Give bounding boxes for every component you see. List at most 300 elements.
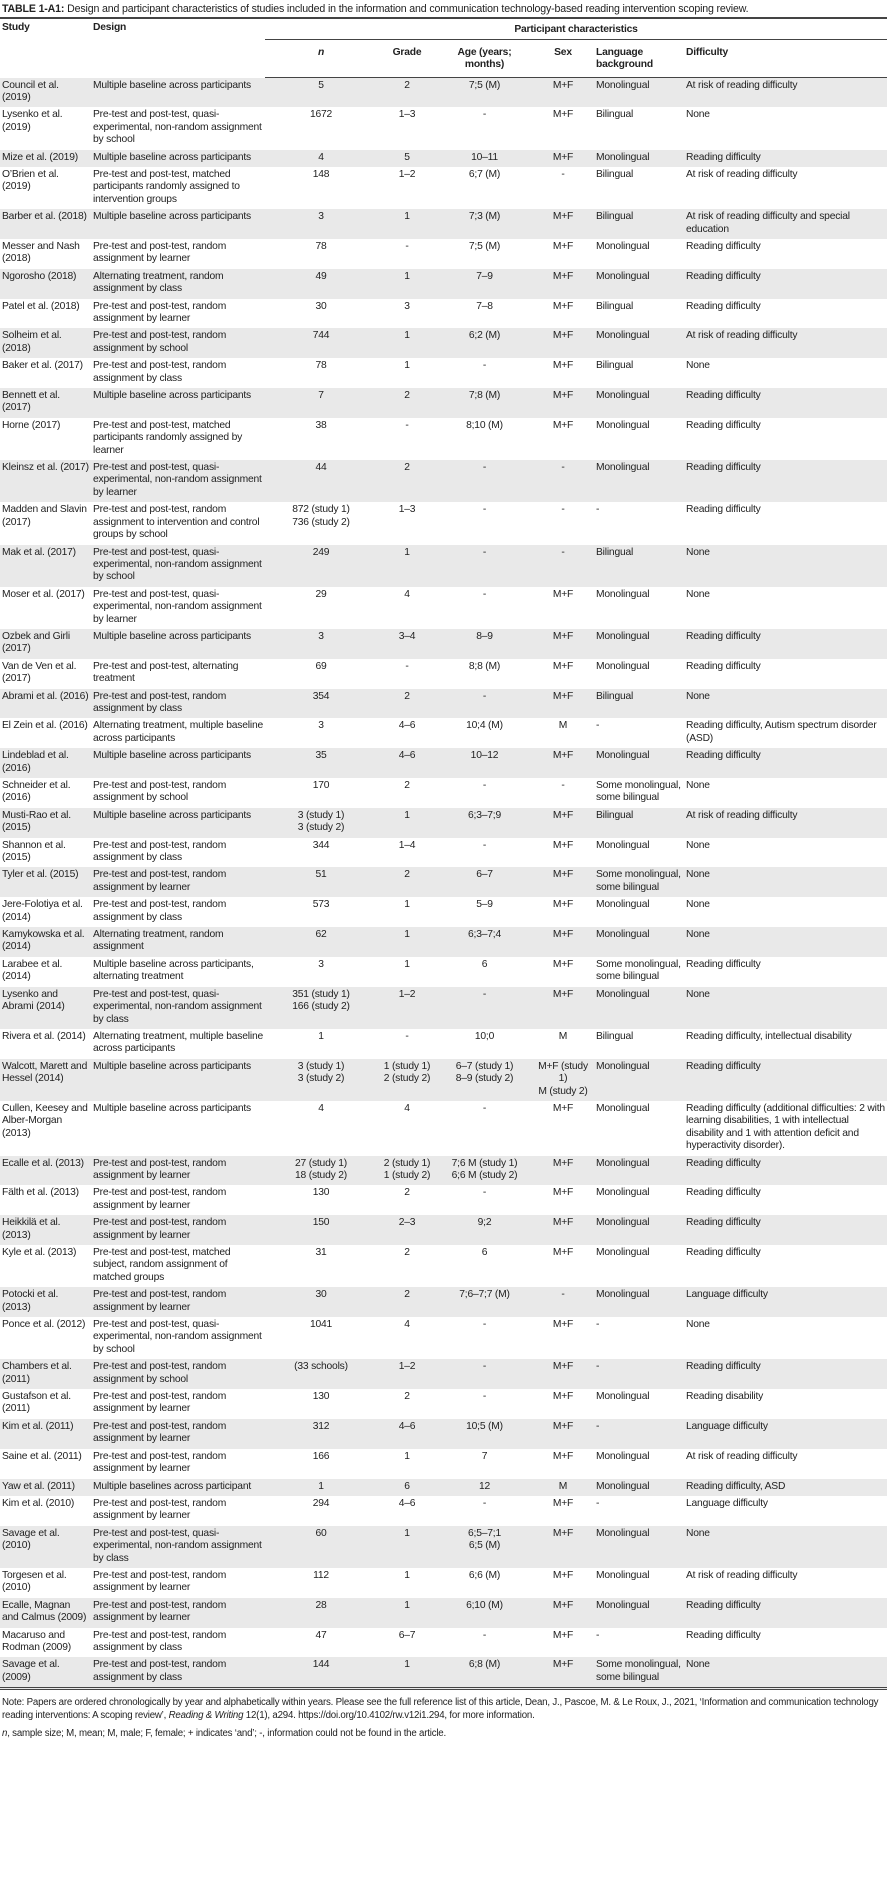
cell-n: 4 (318, 1102, 324, 1114)
study-characteristics-table (0, 17, 887, 1690)
cell-difficulty: Reading difficulty (686, 151, 761, 163)
table-row (0, 897, 887, 927)
header-n-text: n (317, 47, 325, 58)
cell-language: - (596, 1319, 600, 1331)
cell-difficulty: At risk of reading difficulty (686, 330, 798, 342)
cell-grade: 2 (404, 869, 410, 881)
cell-language: - (596, 720, 600, 732)
table-row (0, 1317, 887, 1359)
cell-n: 3 (318, 958, 324, 970)
cell-sex: M+F (552, 1450, 574, 1462)
cell-study: Ponce et al. (2012) (2, 1319, 86, 1331)
cell-language: Monolingual (596, 630, 650, 642)
cell-design: Pre-test and post-test, random assignment by school (93, 780, 227, 804)
cell-difficulty: None (686, 780, 710, 791)
cell-language: Monolingual (596, 660, 650, 672)
table-row (0, 239, 887, 269)
cell-difficulty: None (686, 869, 710, 881)
cell-language: Monolingual (596, 1289, 650, 1301)
cell-age: 7;5 (M) (468, 80, 501, 91)
cell-age: - (482, 690, 487, 702)
cell-n: 62 (315, 929, 327, 941)
cell-study: Kim et al. (2010) (2, 1497, 75, 1509)
cell-grade: 1 (404, 1599, 410, 1611)
cell-language: - (596, 1497, 600, 1509)
cell-grade: 1 (404, 929, 410, 941)
cell-study: Lindeblad et al. (2016) (2, 750, 69, 774)
cell-difficulty: Reading difficulty (686, 750, 761, 762)
cell-language: Monolingual (596, 1187, 650, 1199)
cell-grade: 5 (404, 151, 410, 163)
cell-design: Pre-test and post-test, random assignment by class (93, 360, 227, 384)
cell-n: 112 (313, 1569, 329, 1581)
cell-design: Pre-test and post-test, random assignment by learner (93, 1599, 227, 1624)
cell-study: Patel et al. (2018) (2, 300, 80, 312)
cell-n: 573 (312, 899, 330, 911)
table-row (0, 587, 887, 629)
cell-design: Alternating treatment, random assignment (93, 929, 224, 953)
cell-sex: M+F (552, 899, 574, 911)
cell-study: Council et al. (2019) (2, 79, 59, 103)
cell-n: (33 schools) (294, 1361, 348, 1373)
cell-difficulty: Reading disability (686, 1391, 764, 1403)
cell-age: 6;3–7;9 (468, 809, 501, 821)
cell-grade: 2 (404, 390, 410, 402)
cell-difficulty: Language difficulty (686, 1420, 768, 1432)
cell-sex: M+F (552, 1361, 574, 1373)
table-row (0, 748, 887, 778)
cell-language: Bilingual (596, 168, 634, 180)
cell-design: Multiple baseline across participants (93, 750, 252, 762)
cell-study: Heikkilä et al. (2013) (2, 1217, 61, 1241)
cell-grade: 2 (404, 1391, 410, 1403)
cell-n: 130 (312, 1391, 330, 1403)
cell-study: Torgesen et al. (2010) (2, 1569, 67, 1594)
cell-difficulty: None (686, 109, 710, 121)
cell-age: 10;5 (M) (466, 1420, 503, 1432)
table-label: TABLE 1-A1: (2, 3, 65, 15)
cell-age: 6 (481, 958, 488, 970)
cell-difficulty: Reading difficulty (686, 958, 761, 970)
table-row (0, 1389, 887, 1419)
cell-difficulty: Reading difficulty, Autism spectrum disorder (ASD) (686, 720, 877, 744)
cell-n: 28 (315, 1599, 327, 1611)
cell-study: Ngorosho (2018) (2, 270, 77, 282)
table-row (0, 299, 887, 329)
cell-design: Multiple baseline across participants (93, 79, 252, 91)
table-row (0, 1215, 887, 1245)
cell-difficulty: None (686, 839, 710, 851)
cell-study: Van de Ven et al. (2017) (2, 660, 77, 685)
cell-study: Yaw et al. (2011) (2, 1480, 75, 1492)
cell-design: Pre-test and post-test, random assignment by class (93, 899, 227, 923)
cell-grade: 2 (study 1) 1 (study 2) (383, 1157, 431, 1181)
table-row (0, 1156, 887, 1186)
cell-design: Multiple baseline across participants (93, 211, 252, 223)
table-legend (0, 1722, 887, 1745)
cell-difficulty: At risk of reading difficulty (686, 1569, 798, 1581)
cell-age: 7–8 (476, 300, 493, 312)
cell-n: 130 (312, 1187, 330, 1199)
cell-design: Alternating treatment, multiple baseline across participants (93, 720, 264, 744)
cell-study: Lysenko et al. (2019) (2, 109, 63, 133)
cell-language: Monolingual (596, 1599, 650, 1611)
cell-grade: - (405, 1030, 409, 1042)
cell-sex: M+F (552, 1247, 574, 1258)
cell-sex: M+F (552, 1599, 574, 1611)
cell-study: Ecalle, Magnan and Calmus (2009) (2, 1599, 87, 1624)
header-age: Age (years; months) (437, 40, 532, 78)
cell-n: 49 (315, 270, 327, 282)
cell-design: Pre-test and post-test, random assignment by school (93, 1361, 227, 1385)
cell-age: 6;8 (M) (437, 1657, 532, 1688)
cell-sex: M+F (552, 1420, 574, 1432)
cell-n: 30 (315, 1289, 327, 1301)
table-caption (0, 0, 887, 17)
cell-language: Monolingual (596, 1102, 650, 1114)
cell-grade: 1 (404, 809, 410, 821)
cell-study: Walcott, Marett and Hessel (2014) (2, 1060, 88, 1085)
cell-design: Alternating treatment, random assignment by class (93, 270, 224, 295)
cell-grade: 1 (404, 1450, 410, 1462)
cell-design: Pre-test and post-test, random assignment by learner (93, 1497, 227, 1522)
cell-sex: M+F (552, 330, 574, 342)
cell-difficulty: None (684, 1657, 887, 1688)
cell-study: Lysenko and Abrami (2014) (2, 988, 65, 1013)
cell-study: Abrami et al. (2016) (2, 690, 89, 702)
cell-n: 3 (study 1) 3 (study 2) (297, 809, 345, 834)
cell-study: Macaruso and Rodman (2009) (2, 1629, 71, 1653)
cell-n: 294 (312, 1497, 330, 1509)
table-note (0, 1690, 887, 1722)
cell-language: Monolingual (596, 1247, 650, 1258)
cell-study: Kamykowska et al. (2014) (2, 929, 85, 953)
cell-grade: - (405, 419, 409, 431)
cell-sex: M+F (552, 988, 574, 1000)
cell-age: - (482, 988, 487, 1000)
cell-grade: 1 (404, 546, 410, 558)
cell-sex: - (561, 168, 565, 180)
cell-design: Multiple baselines across participant (93, 1480, 252, 1492)
cell-grade: 2 (404, 462, 410, 474)
table-row (0, 987, 887, 1029)
cell-difficulty: None (686, 1319, 710, 1331)
cell-age: 6;3–7;4 (468, 929, 501, 941)
cell-n: 38 (315, 419, 327, 431)
cell-grade: 2 (404, 1247, 410, 1258)
cell-difficulty: Reading difficulty (686, 300, 761, 312)
cell-design: Pre-test and post-test, random assignment by class (93, 1629, 227, 1653)
cell-sex: - (561, 780, 565, 791)
cell-sex: M+F (552, 109, 574, 121)
cell-grade: 6–7 (398, 1629, 416, 1641)
cell-sex: M+F (552, 151, 574, 163)
table-row (0, 1185, 887, 1215)
cell-difficulty: At risk of reading difficulty (686, 1450, 798, 1462)
cell-age: - (482, 360, 487, 372)
cell-study: Shannon et al. (2015) (2, 839, 66, 864)
cell-age: 12 (478, 1480, 491, 1492)
cell-n: 5 (318, 80, 324, 91)
cell-n: 249 (312, 546, 330, 558)
cell-age: 6–7 (476, 869, 493, 881)
cell-language: Some monolingual, some bilingual (596, 869, 681, 893)
cell-language: Monolingual (596, 899, 650, 911)
cell-language: Bilingual (596, 211, 634, 223)
cell-study: Fälth et al. (2013) (2, 1187, 79, 1199)
cell-design: Pre-test and post-test, quasi-experimental, non-random assignment by class (93, 1527, 262, 1564)
cell-study: Jere-Folotiya et al. (2014) (2, 899, 83, 923)
cell-language: Monolingual (596, 1060, 650, 1072)
cell-language: Bilingual (596, 109, 634, 121)
cell-grade: 4 (404, 1102, 410, 1114)
cell-difficulty: Reading difficulty (686, 270, 761, 282)
cell-difficulty: Reading difficulty (additional difficulties: 2 with learning disabilities, 1 with intellectual disability and 1 with attention deficit and hyperactivity disorder). (686, 1102, 885, 1152)
cell-grade: 4–6 (398, 720, 416, 732)
cell-n: 1041 (309, 1319, 333, 1331)
cell-sex: - (561, 504, 565, 516)
cell-language: Monolingual (596, 240, 650, 252)
cell-difficulty: None (686, 690, 710, 702)
cell-design: Multiple baseline across participants (93, 630, 252, 642)
cell-age: 7;6 M (study 1) 6;6 M (study 2) (451, 1157, 518, 1181)
cell-language: Monolingual (596, 1569, 650, 1581)
cell-design: Pre-test and post-test, random assignment by learner (93, 1187, 227, 1211)
cell-grade: 1 (404, 270, 410, 282)
cell-study: Potocki et al. (2013) (2, 1289, 59, 1313)
cell-age: - (482, 462, 487, 474)
cell-sex: M (558, 1480, 568, 1492)
cell-difficulty: None (686, 899, 710, 911)
cell-age: 8;10 (M) (466, 419, 503, 431)
cell-grade: 4 (404, 1319, 410, 1331)
table-row (0, 1526, 887, 1568)
cell-design: Pre-test and post-test, random assignment by learner (93, 300, 227, 324)
cell-design: Multiple baseline across participants (93, 1102, 252, 1114)
cell-sex: - (561, 546, 565, 558)
cell-study: Savage et al. (2010) (2, 1527, 60, 1552)
cell-grade: 6 (404, 1480, 410, 1492)
cell-design: Pre-test and post-test, quasi-experimental, non-random assignment by learner (93, 462, 262, 498)
cell-n: 69 (315, 660, 327, 672)
table-row (0, 867, 887, 897)
table-row (0, 1568, 887, 1598)
cell-language: Monolingual (596, 1480, 650, 1492)
table-row (0, 1245, 887, 1287)
cell-grade: 1 (404, 899, 410, 911)
cell-age: - (482, 1361, 487, 1373)
table-row (0, 1287, 887, 1317)
header-difficulty: Difficulty (684, 40, 887, 78)
cell-sex: M+F (552, 869, 574, 881)
cell-sex: M+F (552, 270, 574, 282)
cell-language: Bilingual (596, 1030, 634, 1042)
cell-age: 9;2 (477, 1217, 492, 1229)
cell-study: Saine et al. (2011) (2, 1450, 82, 1462)
cell-difficulty: None (686, 588, 710, 600)
cell-age: - (482, 504, 487, 516)
cell-age: 5–9 (476, 899, 493, 911)
cell-difficulty: At risk of reading difficulty (686, 809, 798, 821)
cell-age: 8–9 (476, 630, 493, 642)
cell-grade: 3–4 (398, 630, 416, 642)
table-row (0, 629, 887, 659)
cell-n: 31 (315, 1247, 327, 1258)
cell-design: Multiple baseline across participants, alternating treatment (93, 958, 254, 983)
table-row (0, 545, 887, 587)
cell-grade: - (405, 660, 409, 672)
cell-difficulty: Reading difficulty (686, 630, 761, 642)
cell-sex: M+F (552, 1157, 574, 1169)
table-body (0, 78, 887, 1689)
table-row (0, 460, 887, 502)
cell-sex: M+F (552, 1629, 574, 1641)
cell-grade: 2 (404, 1289, 410, 1301)
cell-age: - (482, 1319, 487, 1331)
cell-sex: M+F (552, 1102, 574, 1114)
cell-n: 60 (315, 1527, 327, 1539)
cell-n: 166 (312, 1450, 330, 1462)
cell-language: Monolingual (596, 1157, 650, 1169)
cell-study: Ozbek and Girli (2017) (2, 630, 70, 655)
cell-study: Madden and Slavin (2017) (2, 504, 87, 528)
cell-sex: - (561, 1289, 565, 1301)
table-row (0, 1029, 887, 1059)
cell-difficulty: Reading difficulty (686, 1247, 761, 1258)
cell-n: 1672 (309, 109, 333, 121)
cell-sex: M+F (552, 1497, 574, 1509)
cell-n: 7 (318, 390, 324, 402)
cell-study: Solheim et al. (2018) (2, 330, 62, 354)
cell-design: Pre-test and post-test, random assignment to intervention and control groups by school (93, 504, 260, 541)
cell-difficulty: Reading difficulty (686, 462, 761, 474)
cell-grade: 1 (study 1) 2 (study 2) (383, 1060, 431, 1085)
cell-difficulty: At risk of reading difficulty (686, 80, 798, 91)
cell-study: Kleinsz et al. (2017) (2, 462, 89, 474)
header-language: Language background (594, 40, 684, 78)
legend-n: n (2, 1728, 8, 1740)
cell-n: 170 (312, 780, 330, 791)
cell-grade: 4–6 (398, 750, 416, 762)
cell-study: Schneider et al. (2016) (2, 780, 71, 804)
cell-sex: M+F (552, 1391, 574, 1403)
table-row (0, 1449, 887, 1479)
table-row (0, 358, 887, 388)
cell-design: Pre-test and post-test, random assignment by learner (93, 1450, 227, 1475)
cell-difficulty: Reading difficulty (686, 390, 761, 402)
cell-sex: M+F (552, 1217, 574, 1229)
cell-language: Monolingual (596, 750, 650, 762)
table-row (0, 718, 887, 748)
cell-n: 3 (318, 211, 324, 223)
cell-design: Pre-test and post-test, alternating treatment (93, 660, 239, 685)
cell-n: 150 (312, 1217, 330, 1229)
cell-n: 354 (312, 690, 330, 702)
cell-study: El Zein et al. (2016) (2, 720, 88, 732)
cell-difficulty: None (686, 360, 710, 372)
cell-study: Moser et al. (2017) (2, 588, 85, 600)
cell-language: - (596, 1420, 600, 1432)
cell-age: 8;8 (M) (468, 660, 501, 672)
cell-n: 78 (315, 360, 327, 372)
cell-grade: 2 (404, 780, 410, 791)
table-row (0, 927, 887, 957)
cell-study: Baker et al. (2017) (2, 360, 83, 372)
cell-age: 6;2 (M) (468, 330, 501, 342)
cell-language: Monolingual (596, 80, 650, 91)
cell-language: Some monolingual, some bilingual (594, 1657, 684, 1688)
table-row (0, 1101, 887, 1156)
table-row (0, 1059, 887, 1101)
cell-age: - (482, 1391, 487, 1403)
table-row (0, 808, 887, 838)
cell-difficulty: None (686, 929, 710, 941)
cell-age: 6 (481, 1247, 488, 1258)
cell-difficulty: Reading difficulty (686, 1599, 761, 1611)
cell-language: Some monolingual, some bilingual (596, 958, 681, 983)
cell-n: 1 (318, 1480, 324, 1492)
cell-n: 29 (315, 588, 327, 600)
cell-age: 10–11 (471, 151, 498, 163)
cell-sex: M+F (552, 390, 574, 402)
cell-n: 351 (study 1) 166 (study 2) (292, 988, 350, 1013)
cell-language: Bilingual (596, 809, 634, 821)
legend-text: , sample size; M, mean; M, male; F, female; + indicates ‘and’; -, information could not be found in the article. (7, 1728, 446, 1740)
cell-language: Monolingual (596, 330, 650, 342)
cell-grade: 1 (404, 330, 410, 342)
cell-design: Pre-test and post-test, random assignment by class (93, 690, 227, 714)
cell-n: 872 (study 1) 736 (study 2) (292, 504, 350, 528)
cell-age: 7;8 (M) (468, 390, 501, 402)
cell-grade: 1–2 (398, 168, 416, 180)
cell-study: Mak et al. (2017) (2, 546, 76, 558)
cell-difficulty: At risk of reading difficulty and special education (686, 211, 850, 235)
cell-sex: M+F (552, 929, 574, 941)
cell-difficulty: None (686, 988, 710, 1000)
cell-grade: 1–4 (398, 839, 416, 851)
cell-language: Monolingual (596, 588, 650, 600)
table-row (0, 209, 887, 239)
cell-study: Musti-Rao et al. (2015) (2, 809, 71, 834)
cell-n: 144 (265, 1657, 377, 1688)
cell-language: Bilingual (596, 690, 634, 702)
table-row (0, 659, 887, 689)
cell-age: 7;5 (M) (468, 240, 501, 252)
cell-n: 1 (318, 1030, 324, 1042)
cell-design: Multiple baseline across participants (93, 809, 252, 821)
cell-design: Pre-test and post-test, quasi-experimental, non-random assignment by school (93, 109, 262, 146)
cell-age: - (482, 1629, 487, 1641)
note-journal: Reading & Writing (168, 1710, 244, 1722)
cell-age: 6;6 (M) (468, 1569, 501, 1581)
table-row (0, 107, 887, 149)
cell-difficulty: Language difficulty (686, 1497, 768, 1509)
cell-language: - (596, 1361, 600, 1373)
cell-sex: M+F (552, 958, 574, 970)
cell-age: - (482, 1102, 487, 1114)
cell-study: Kim et al. (2011) (2, 1420, 74, 1432)
cell-age: - (482, 588, 487, 600)
cell-design: Multiple baseline across participants (93, 1060, 252, 1072)
table-row (0, 328, 887, 358)
header-grade: Grade (377, 40, 437, 78)
cell-age: - (482, 780, 487, 791)
cell-study: Rivera et al. (2014) (2, 1030, 86, 1042)
cell-design: Pre-test and post-test, random assignment by learner (93, 869, 227, 893)
table-title: Design and participant characteristics of studies included in the information and communication technology-based reading intervention scoping review. (64, 3, 749, 15)
cell-n: 312 (312, 1420, 330, 1432)
cell-study: Barber et al. (2018) (2, 211, 87, 223)
